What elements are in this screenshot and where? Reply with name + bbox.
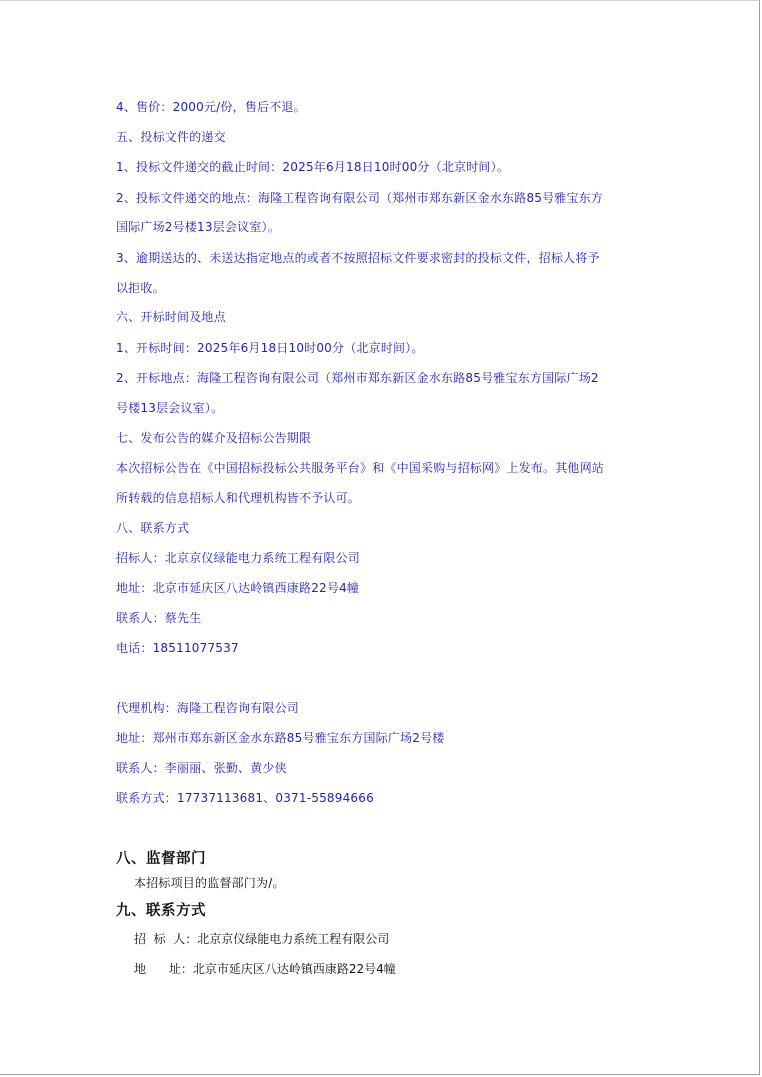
late-submission-line-1: 3、逾期送达的、未送达指定地点的或者不按照招标文件要求密封的投标文件，招标人将予 bbox=[116, 251, 600, 265]
agency-address-line: 地址：郑州市郑东新区金水东路85号雅宝东方国际广场2号楼 bbox=[116, 731, 445, 745]
supervision-text: 本招标项目的监督部门为/。 bbox=[134, 876, 285, 890]
submission-location-line-1: 2、投标文件递交的地点：海隆工程咨询有限公司（郑州市郑东新区金水东路85号雅宝东方 bbox=[116, 191, 604, 205]
contact-address-row bbox=[134, 961, 396, 977]
section-publication-heading: 七、发布公告的媒介及招标公告期限 bbox=[116, 431, 312, 445]
agency-phone-line: 联系方式：17737113681、0371-55894666 bbox=[116, 791, 374, 805]
contact-heading: 九、联系方式 bbox=[116, 903, 206, 919]
submission-location-line-2: 国际广场2号楼13层会议室）。 bbox=[116, 220, 280, 234]
tenderer-contact-line: 联系人：蔡先生 bbox=[116, 611, 202, 625]
bid-opening-location-line-2: 号楼13层会议室）。 bbox=[116, 401, 224, 415]
contact-tenderer-value: 北京京仪绿能电力系统工程有限公司 bbox=[197, 932, 390, 946]
supervision-heading: 八、监督部门 bbox=[116, 851, 206, 867]
tenderer-phone-line: 电话：18511077537 bbox=[116, 641, 239, 655]
publication-line-1: 本次招标公告在《中国招标投标公共服务平台》和《中国采购与招标网》上发布。其他网站 bbox=[116, 461, 605, 475]
section-bid-submission-heading: 五、投标文件的递交 bbox=[116, 130, 226, 144]
section-bid-opening-heading: 六、开标时间及地点 bbox=[116, 310, 226, 324]
bid-opening-time-line: 1、开标时间：2025年6月18日10时00分（北京时间）。 bbox=[116, 341, 424, 355]
late-submission-line-2: 以拒收。 bbox=[116, 281, 165, 295]
agency-line: 代理机构：海隆工程咨询有限公司 bbox=[116, 701, 300, 715]
tenderer-line: 招标人：北京京仪绿能电力系统工程有限公司 bbox=[116, 551, 361, 565]
contact-tenderer-row bbox=[134, 931, 389, 947]
submission-deadline-line: 1、投标文件递交的截止时间：2025年6月18日10时00分（北京时间）。 bbox=[116, 160, 510, 174]
contact-tenderer-label: 招 标 人： bbox=[134, 932, 198, 946]
price-line: 4、售价：2000元/份，售后不退。 bbox=[116, 100, 306, 114]
contact-address-label: 地 址： bbox=[134, 962, 193, 976]
contact-address-value: 北京市延庆区八达岭镇西康路22号4幢 bbox=[192, 962, 396, 976]
agency-contacts-line: 联系人：李丽丽、张勤、黄少侠 bbox=[116, 761, 287, 775]
tenderer-address-line: 地址：北京市延庆区八达岭镇西康路22号4幢 bbox=[116, 581, 360, 595]
section-contact-heading-blue: 八、联系方式 bbox=[116, 521, 190, 535]
bid-opening-location-line-1: 2、开标地点：海隆工程咨询有限公司（郑州市郑东新区金水东路85号雅宝东方国际广场2 bbox=[116, 371, 599, 385]
publication-line-2: 所转载的信息招标人和代理机构皆不予认可。 bbox=[116, 491, 361, 505]
